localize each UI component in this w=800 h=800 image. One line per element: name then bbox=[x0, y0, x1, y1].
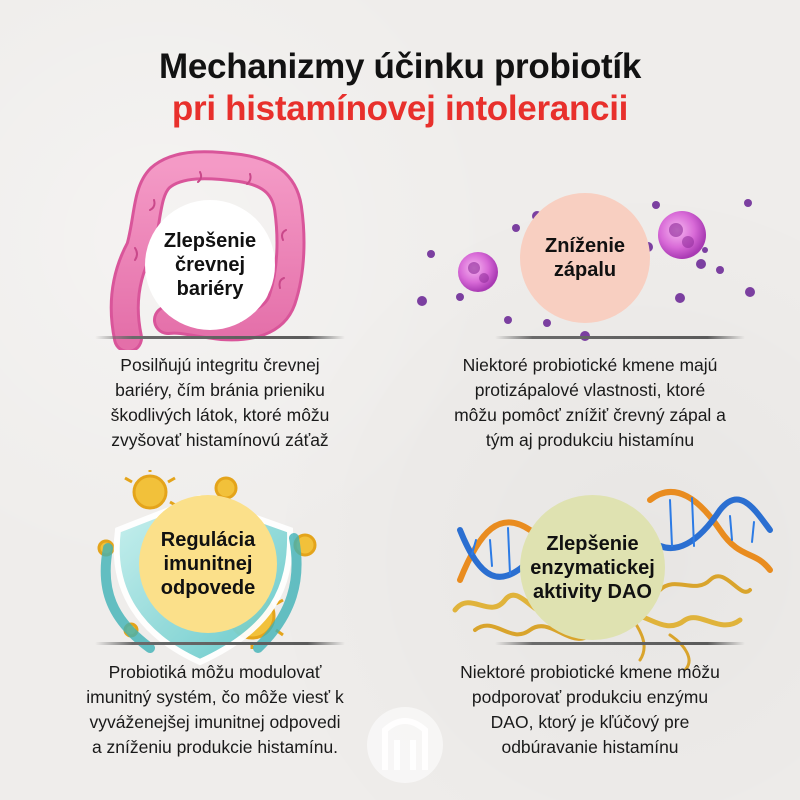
description-line: protizápalové vlastnosti, ktoré bbox=[474, 380, 706, 400]
label-line: enzymatickej bbox=[530, 556, 655, 579]
title-line-1: Mechanizmy účinku probiotík bbox=[159, 47, 641, 86]
description-line: Niektoré probiotické kmene majú bbox=[462, 355, 718, 375]
section-immune-response bbox=[0, 470, 400, 800]
label-circle bbox=[145, 200, 275, 330]
label-circle bbox=[139, 495, 277, 633]
description-line: Niektoré probiotické kmene môžu bbox=[460, 662, 720, 682]
description-line: škodlivých látok, ktoré môžu bbox=[110, 405, 330, 425]
description-line: bariéry, čím bránia prieniku bbox=[115, 380, 325, 400]
description-line: odbúravanie histamínu bbox=[501, 737, 679, 757]
immune-cell-large bbox=[658, 211, 706, 259]
section-description bbox=[70, 353, 370, 453]
section-description bbox=[50, 660, 380, 760]
title-line-2: pri histamínovej intolerancii bbox=[171, 89, 629, 128]
section-intestinal-barrier bbox=[0, 150, 400, 480]
label-line: zápalu bbox=[553, 259, 617, 281]
description-line: a zníženiu produkcie histamínu. bbox=[91, 737, 339, 757]
immune-cell-large bbox=[458, 252, 498, 292]
description-line: podporovať produkciu enzýmu bbox=[471, 687, 709, 707]
label-line: Regulácia bbox=[160, 529, 256, 551]
label-line: imunitnej bbox=[163, 553, 253, 575]
divider-line bbox=[495, 336, 745, 339]
label-line: bariéry bbox=[176, 278, 244, 300]
label-circle bbox=[520, 193, 650, 323]
label-line: Zníženie bbox=[544, 235, 625, 257]
description-line: Posilňujú integritu črevnej bbox=[120, 355, 320, 375]
section-description bbox=[425, 353, 755, 453]
label-circle bbox=[520, 495, 665, 640]
label-line: Zlepšenie bbox=[546, 532, 639, 555]
divider-line bbox=[95, 642, 345, 645]
section-description bbox=[425, 660, 755, 760]
label-line: odpovede bbox=[160, 577, 256, 599]
label-line: Zlepšenie bbox=[163, 230, 257, 252]
description-line: imunitný systém, čo môže viesť k bbox=[86, 687, 344, 707]
description-line: vyváženejšej imunitnej odpovedi bbox=[89, 712, 341, 732]
description-line: Probiotiká môžu modulovať bbox=[108, 662, 322, 682]
section-dao-activity bbox=[400, 470, 800, 800]
description-line: zvyšovať histamínovú záťaž bbox=[111, 430, 329, 450]
divider-line bbox=[95, 336, 345, 339]
section-inflammation bbox=[400, 150, 800, 480]
description-line: môžu pomôcť znížiť črevný zápal a bbox=[454, 405, 726, 425]
divider-line bbox=[495, 642, 745, 645]
description-line: DAO, ktorý je kľúčový pre bbox=[490, 712, 690, 732]
label-line: aktivity DAO bbox=[533, 580, 652, 603]
label-line: črevnej bbox=[174, 254, 246, 276]
description-line: tým aj produkciu histamínu bbox=[485, 430, 695, 450]
page-title bbox=[0, 46, 800, 130]
